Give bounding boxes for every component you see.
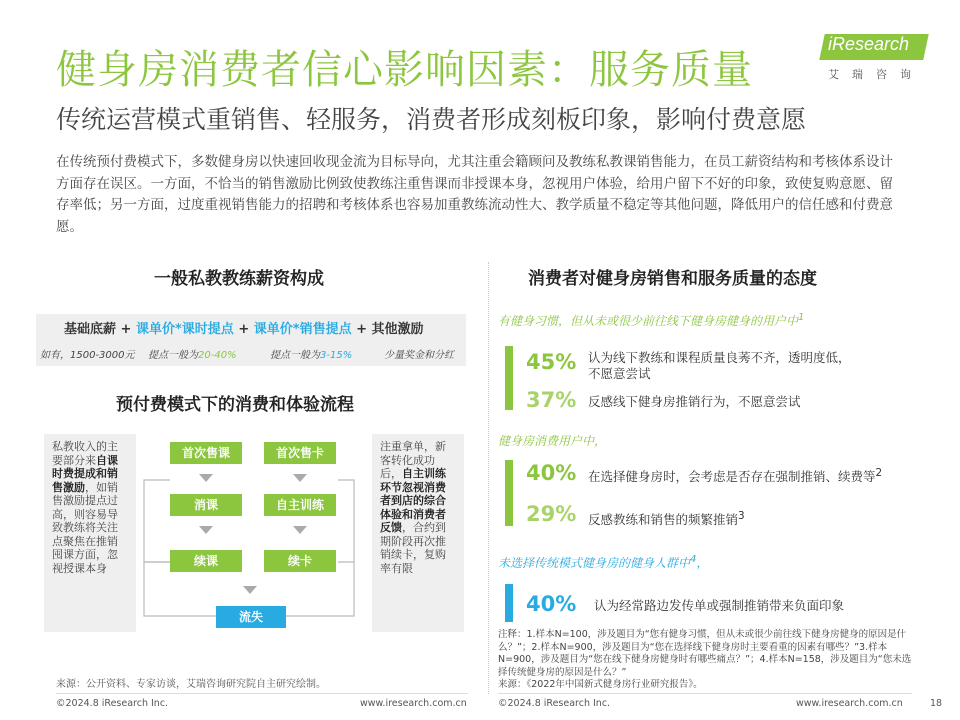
left-text-1: 私教收入的主要部分来 bbox=[52, 440, 118, 467]
group-label-3 bbox=[498, 554, 708, 571]
salary-other: 其他激励 bbox=[371, 322, 424, 337]
stat-statement: 认为经常路边发传单或强制推销带来负面印象 bbox=[594, 598, 845, 613]
group-bar bbox=[505, 584, 513, 622]
left-text-2: ，如销售激励提点过高，则容易导致教练将关注点聚焦在推销囤课方面，忽视授课本身 bbox=[52, 480, 118, 575]
statement-text: 在选择健身房时，会考虑是否存在强制推销、续费等 bbox=[588, 469, 876, 485]
step-first-class: 首次售课 bbox=[170, 442, 242, 464]
group-bar bbox=[505, 460, 513, 526]
note-prefix: 提点一般为 bbox=[270, 350, 320, 361]
step-consume: 消课 bbox=[170, 494, 242, 516]
stat-percent: 45% bbox=[526, 350, 577, 374]
step-self-train: 自主训练 bbox=[264, 494, 336, 516]
page-subtitle: 传统运营模式重销售、轻服务，消费者形成刻板印象，影响付费意愿 bbox=[56, 105, 807, 134]
stat-statement: 反感线下健身房推销行为，不愿意尝试 bbox=[588, 394, 801, 409]
chevron-down-icon bbox=[243, 586, 257, 594]
stat-percent: 37% bbox=[526, 388, 577, 412]
footer-copyright: ©2024.8 iResearch Inc. bbox=[498, 698, 611, 709]
stat-statement: 认为线下教练和课程质量良莠不齐，透明度低， 不愿意尝试 bbox=[588, 350, 851, 381]
chevron-down-icon bbox=[293, 526, 307, 534]
left-text-bold: 自课时费提成和销售激励 bbox=[52, 453, 118, 494]
stat-percent: 40% bbox=[526, 461, 577, 485]
salary-class-commission: 课单价*课时提点 bbox=[135, 322, 234, 337]
note-value: 3-15% bbox=[320, 350, 353, 361]
plus-sign: + bbox=[356, 322, 368, 337]
group-label-1 bbox=[498, 312, 804, 329]
footer-copyright: ©2024.8 iResearch Inc. bbox=[56, 698, 169, 709]
stat-statement bbox=[588, 465, 882, 485]
page-number: 18 bbox=[930, 698, 943, 709]
group-label-text: 有健身习惯，但从未或很少前往线下健身房健身的用户中 bbox=[498, 314, 799, 328]
group-label-2: 健身房消费用户中， bbox=[498, 434, 607, 448]
intro-paragraph: 在传统预付费模式下，多数健身房以快速回收现金流为目标导向，尤其注重会籍顾问及教练私教课销售能力，在员工薪资结构和考核体系设计方面存在误区。一方面，不恰当的销售激励比例致使教练注重售课而非授课本身，忽视用户体验，给用户留下不好的印象，致使复购意愿、留存率低；另一方面，过度重视销售能力的招聘和考核体系也容易加重教练流动性大、教学质量不稳定等其他问题，降低用户的信任感和付费意愿。 bbox=[56, 154, 893, 235]
salary-sales-commission: 课单价*销售提点 bbox=[253, 322, 352, 337]
footer-divider bbox=[498, 693, 912, 694]
note-prefix: 提点一般为 bbox=[148, 350, 198, 361]
salary-other-note: 少量奖金和分红 bbox=[384, 350, 454, 361]
logo-cn: 艾瑞咨询 bbox=[828, 68, 924, 81]
plus-sign: + bbox=[238, 322, 250, 337]
step-first-card: 首次售卡 bbox=[264, 442, 336, 464]
footnote-text: 注释：1.样本N=100，涉及题目为“您有健身习惯，但从未或很少前往线下健身房健身的原因是什么？”；2.样本N=900，涉及题目为“您在选择线下健身房时主要看重的因素有哪些？”3.样本N=900，涉及题目为“您在线下健身房健身时有哪些痛点？”；4.样本N=158，涉及题目为“您未选择传统健身房的原因是什么？” bbox=[498, 629, 912, 678]
step-renew-class: 续课 bbox=[170, 550, 242, 572]
stat-percent: 40% bbox=[526, 592, 577, 616]
salary-formula bbox=[64, 318, 424, 337]
salary-heading: 一般私教教练薪资构成 bbox=[154, 269, 324, 289]
flow-diagram bbox=[36, 426, 466, 640]
column-divider bbox=[488, 262, 489, 694]
page-title: 健身房消费者信心影响因素：服务质量 bbox=[56, 47, 753, 93]
group-label-tail: ， bbox=[696, 556, 709, 570]
step-churn: 流失 bbox=[216, 606, 286, 628]
footnote-ref: 3 bbox=[738, 510, 745, 522]
footer-divider bbox=[56, 693, 468, 694]
salary-base-note: 如有，1500-3000元 bbox=[40, 350, 135, 361]
footer-url[interactable]: www.iresearch.com.cn bbox=[796, 698, 903, 709]
footnote-ref: 4 bbox=[690, 554, 697, 565]
chevron-down-icon bbox=[199, 526, 213, 534]
right-text-2: ，合约到期阶段再次推销续卡，复购率有限 bbox=[380, 521, 446, 575]
right-text-bold: 自主训练环节忽视消费者到店的综合体验和消费者反馈 bbox=[380, 467, 446, 534]
stat-statement bbox=[588, 508, 745, 528]
chevron-down-icon bbox=[199, 474, 213, 482]
plus-sign: + bbox=[120, 322, 132, 337]
logo-text: iResearch bbox=[828, 34, 910, 54]
left-source: 来源：公开资料、专家访谈，艾瑞咨询研究院自主研究绘制。 bbox=[56, 679, 326, 690]
iresearch-logo bbox=[822, 30, 930, 86]
attitude-heading: 消费者对健身房销售和服务质量的态度 bbox=[528, 269, 817, 289]
salary-class-note bbox=[148, 346, 237, 361]
footnotes bbox=[498, 629, 912, 692]
footer-url[interactable]: www.iresearch.com.cn bbox=[360, 698, 467, 709]
salary-base: 基础底薪 bbox=[64, 322, 117, 337]
right-source: 来源：《2022年中国新式健身房行业研究报告》。 bbox=[498, 679, 703, 690]
salary-structure bbox=[36, 314, 466, 366]
salary-sales-note bbox=[270, 346, 352, 361]
footnote-ref: 2 bbox=[875, 467, 883, 479]
note-value: 20-40% bbox=[198, 350, 237, 361]
footnote-ref: 1 bbox=[798, 312, 805, 323]
group-label-text: 未选择传统模式健身房的健身人群中 bbox=[498, 556, 691, 570]
step-renew-card: 续卡 bbox=[264, 550, 336, 572]
chevron-down-icon bbox=[293, 474, 307, 482]
stat-percent: 29% bbox=[526, 502, 577, 526]
group-bar bbox=[505, 346, 513, 410]
flow-heading: 预付费模式下的消费和体验流程 bbox=[116, 395, 354, 415]
statement-text: 反感教练和销售的频繁推销 bbox=[588, 512, 739, 528]
right-text-1: 注重拿单，新客转化成功后， bbox=[380, 440, 446, 480]
